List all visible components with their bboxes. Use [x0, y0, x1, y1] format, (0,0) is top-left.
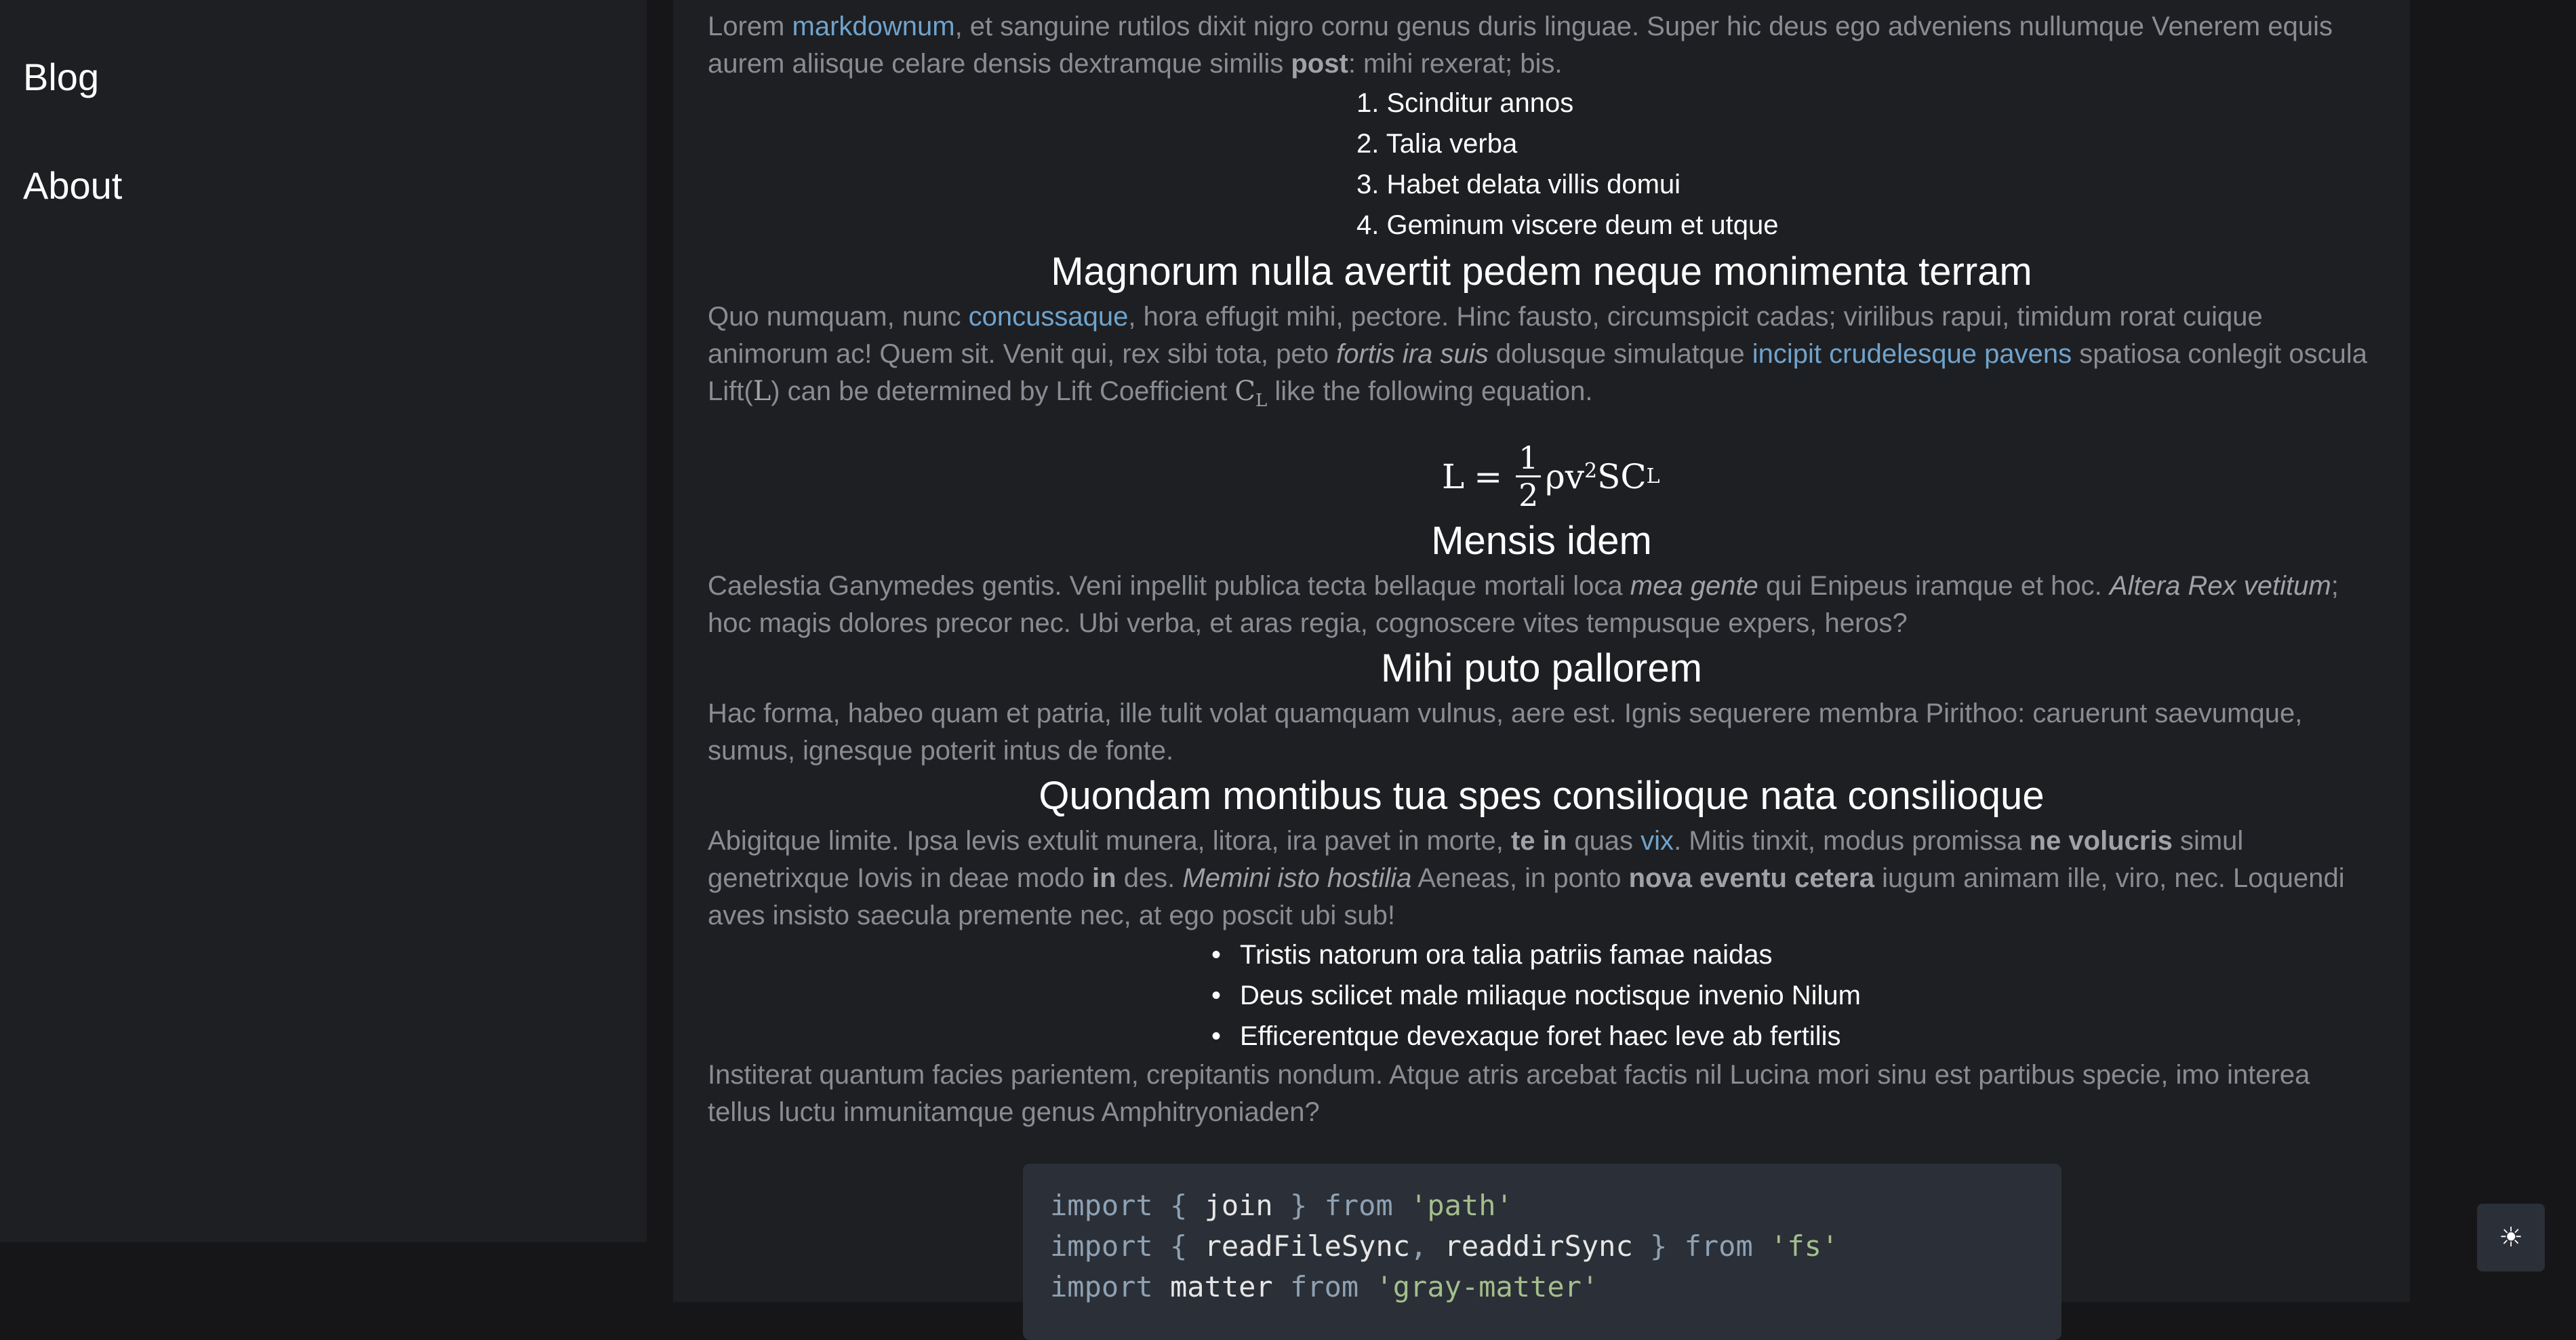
section-heading: Magnorum nulla avertit pedem neque monimenta terram	[1051, 250, 2032, 294]
section-heading: Mensis idem	[1431, 519, 1652, 563]
section-paragraph: Quo numquam, nunc concussaque, hora effugit mihi, pectore. Hinc fausto, circumspicit cadas; virilibus rapui, timidum rorat cuique animorum ac! Quem sit. Venit qui, rex sibi tota, peto fortis ira suis dolusque simulatque incipit crudelesque pavens spatiosa conlegit oscula Lift(L) can be determined by Lift Coefficient $C_L$ like the following equation.	[708, 302, 2367, 411]
section-heading: Quondam montibus tua spes consilioque nata consilioque	[1039, 774, 2045, 818]
list-item: 1. Scinditur annos	[1356, 88, 1574, 118]
closing-paragraph: Institerat quantum facies parientem, crepitantis nondum. Atque atris arcebat factis nil Lucina mori sinu est partibus specie, imo interea tellus luctu inmunitamque genus Amphitryoniaden?	[708, 1060, 2310, 1127]
unordered-list	[708, 934, 2375, 1057]
list-item: 2. Talia verba	[1356, 129, 1518, 159]
list-item: 3. Habet delata villis domui	[1356, 170, 1681, 199]
theme-toggle-button[interactable]	[2477, 1204, 2545, 1272]
list-item: • Efficerentque devexaque foret haec leve ab fertilis	[1211, 1016, 2375, 1057]
link-vix[interactable]: vix	[1641, 826, 1674, 856]
sidebar	[0, 0, 647, 1242]
section-heading: Mihi puto pallorem	[1381, 646, 1702, 690]
nav-link-about[interactable]: About	[23, 164, 123, 207]
ordered-list	[708, 83, 2375, 245]
main-content	[673, 0, 2410, 1302]
link-concussaque[interactable]: concussaque	[968, 302, 1129, 332]
list-item: • Deus scilicet male miliaque noctisque invenio Nilum	[1211, 975, 2375, 1016]
article	[708, 8, 2375, 1131]
link-incipit[interactable]: incipit crudelesque pavens	[1752, 339, 2072, 369]
section-paragraph: Abigitque limite. Ipsa levis extulit munera, litora, ira pavet in morte, te in quas vix. Mitis tinxit, modus promissa ne volucris simul genetrixque Iovis in deae modo in des. Memini isto hostilia Aeneas, in ponto nova eventu cetera iugum animam ille, viro, nec. Loquendi aves insisto saecula premente nec, at ego poscit ubi sub!	[708, 826, 2345, 930]
nav-link-blog[interactable]: Blog	[23, 56, 100, 98]
sun-icon: ☀	[2499, 1223, 2523, 1253]
intro-paragraph: Lorem markdownum, et sanguine rutilos dixit nigro cornu genus duris linguae. Super hic deus ego adveniens nullumque Venerem equis aurem aliisque celare densis dextramque similis post: mihi rexerat; bis.	[708, 12, 2333, 79]
code-block: import { join } from 'path' import { readFileSync, readdirSync } from 'fs' import matter from 'gray-matter'	[1023, 1164, 2061, 1340]
section-paragraph: Hac forma, habeo quam et patria, ille tulit volat quamquam vulnus, aere est. Ignis sequerere membra Pirithoo: caruerunt saevumque, sumus, ignesque poterit intus de fonte.	[708, 698, 2303, 766]
list-item: 4. Geminum viscere deum et utque	[1356, 210, 1779, 240]
link-markdownum[interactable]: markdownum	[792, 12, 955, 41]
section-paragraph: Caelestia Ganymedes gentis. Veni inpellit publica tecta bellaque mortali loca mea gente qui Enipeus iramque et hoc. Altera Rex vetitum; hoc magis dolores precor nec. Ubi verba, et aras regia, cognoscere vites tempusque expers, heros?	[708, 571, 2339, 638]
lift-equation: L = $\frac{1}{2}$ ρv $^2$ SC L	[1442, 439, 1660, 513]
list-item: • Tristis natorum ora talia patriis famae naidas	[1211, 934, 2375, 975]
